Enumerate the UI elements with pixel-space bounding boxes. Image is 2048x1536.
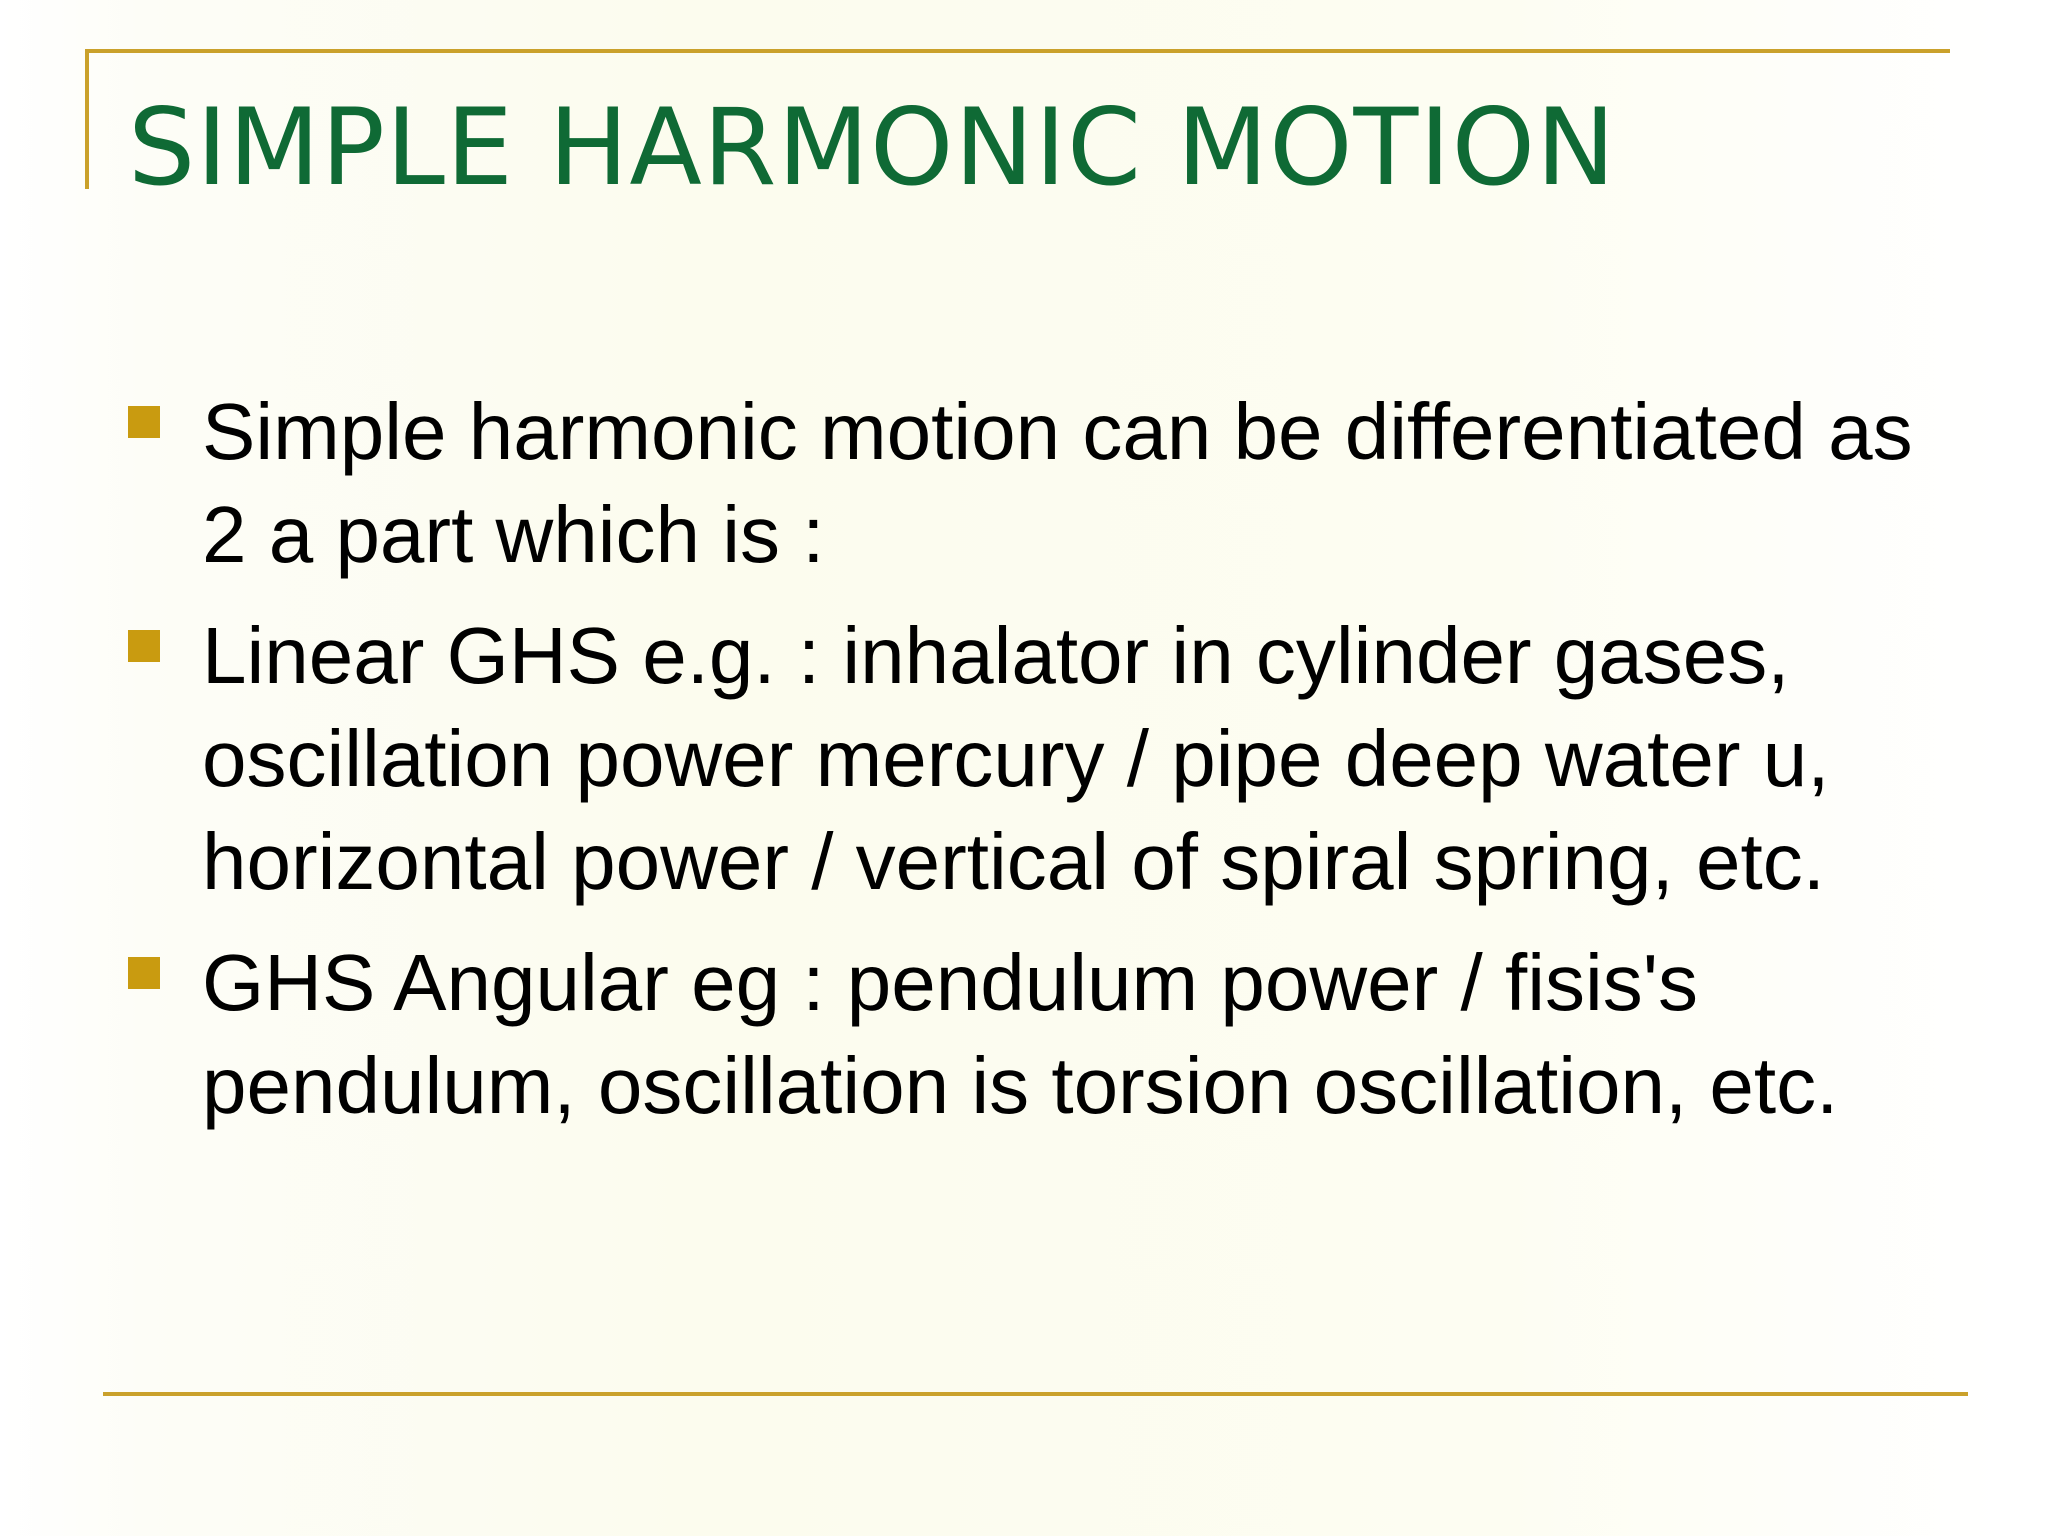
- square-bullet-icon: [128, 630, 160, 662]
- square-bullet-icon: [128, 957, 160, 989]
- frame-top-line: [85, 49, 1950, 53]
- bullet-item: [128, 604, 1958, 913]
- frame-left-line: [85, 49, 89, 189]
- slide-title: SIMPLE HARMONIC MOTION: [128, 86, 1617, 209]
- bullet-text: Simple harmonic motion can be differentiated as 2 a part which is :: [202, 387, 1913, 579]
- bullet-text: GHS Angular eg : pendulum power / fisis's pendulum, oscillation is torsion oscillation, etc.: [202, 938, 1839, 1130]
- bullet-item: [128, 380, 1958, 586]
- bullet-list: [128, 380, 1958, 1155]
- bullet-text: Linear GHS e.g. : inhalator in cylinder gases, oscillation power mercury / pipe deep water u, horizontal power / vertical of spiral spring, etc.: [202, 611, 1830, 906]
- frame-bottom-line: [103, 1392, 1968, 1396]
- square-bullet-icon: [128, 406, 160, 438]
- bullet-item: [128, 931, 1958, 1137]
